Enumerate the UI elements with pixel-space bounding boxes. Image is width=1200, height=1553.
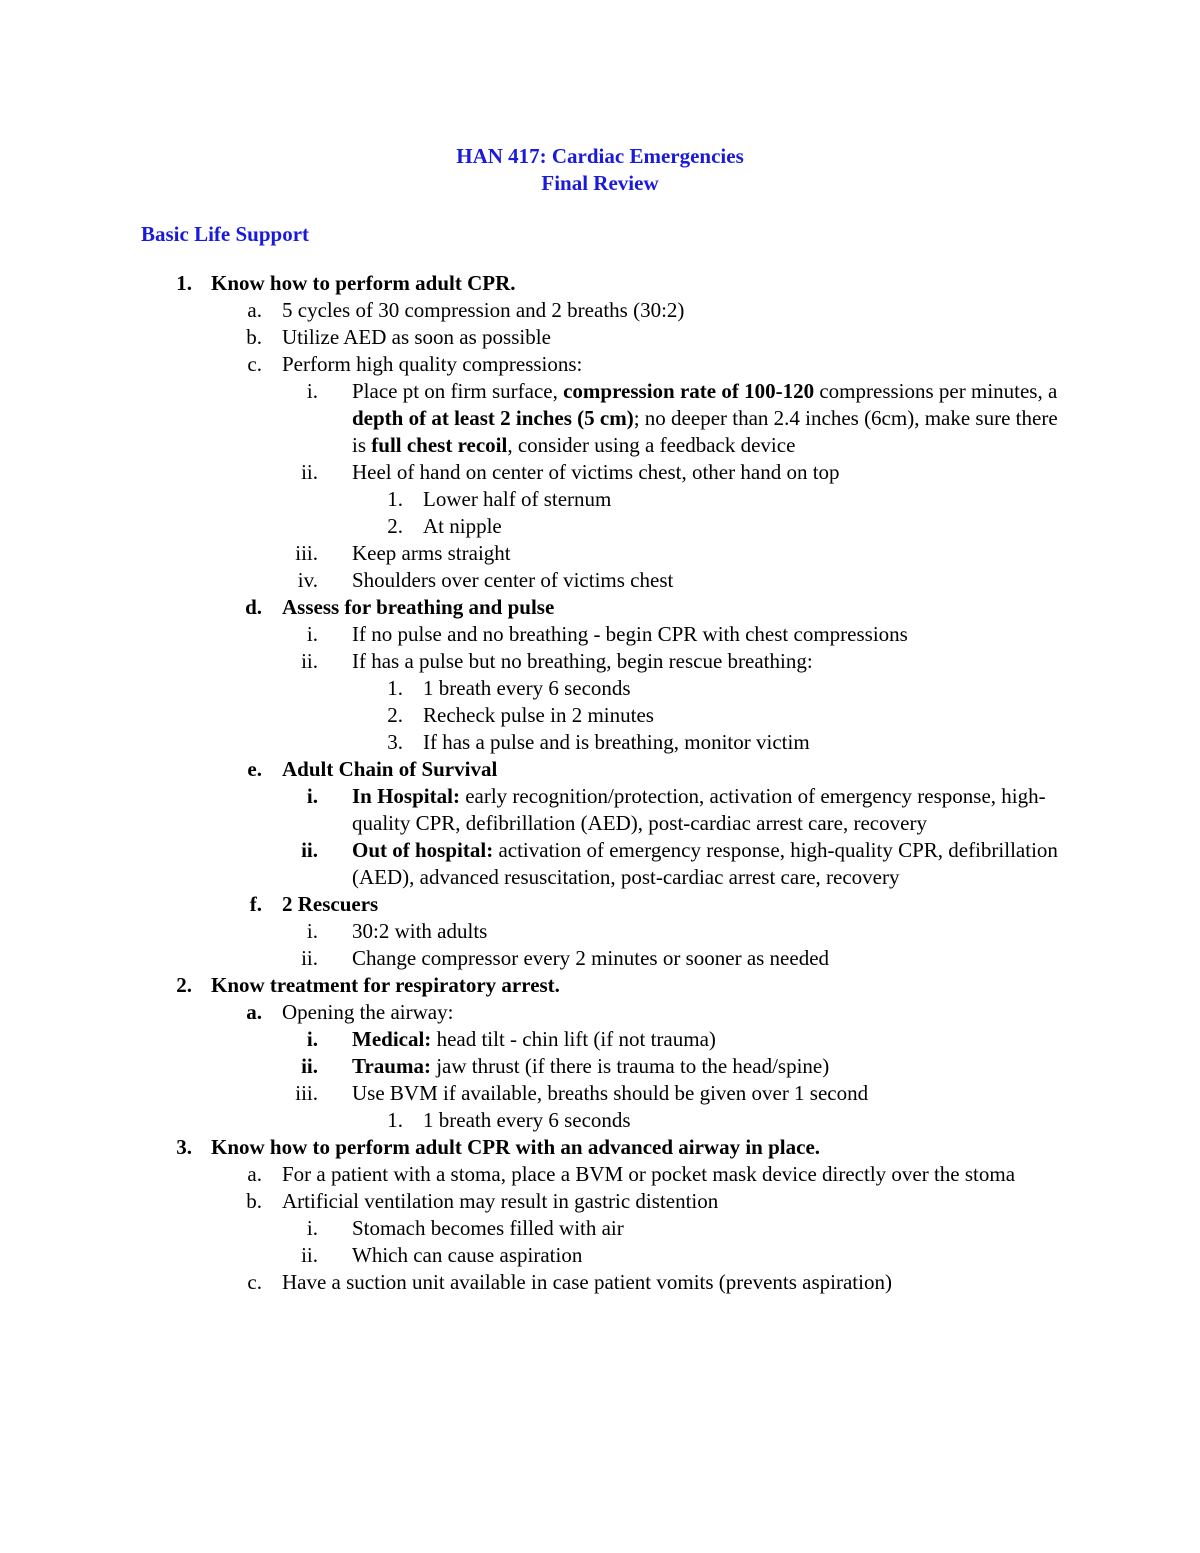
list-marker: 1. (387, 487, 403, 511)
outline-item-level-1 (0, 1134, 1200, 1161)
list-item-text: Assess for breathing and pulse (282, 595, 555, 619)
list-item-text (352, 837, 1072, 891)
list-item-text: Heel of hand on center of victims chest, other hand on top (352, 460, 840, 484)
list-marker: 1. (387, 1108, 403, 1132)
list-item-text (352, 783, 1072, 837)
document-title: HAN 417: Cardiac Emergencies (456, 144, 744, 168)
bold-text-run: depth of at least 2 inches (5 cm) (352, 406, 634, 430)
list-marker: d. (245, 595, 262, 619)
outline-item-level-4 (0, 1107, 1200, 1134)
list-marker: ii. (301, 1243, 318, 1267)
list-marker: 3. (387, 730, 403, 754)
bold-text-run: Trauma: (352, 1054, 431, 1078)
list-item-text: 2 Rescuers (282, 892, 379, 916)
list-marker: ii. (301, 649, 318, 673)
list-marker: ii. (301, 460, 318, 484)
list-marker: iii. (295, 1081, 318, 1105)
outline-item-level-2 (0, 756, 1200, 783)
text-run: , consider using a feedback device (507, 433, 796, 457)
list-item-text: For a patient with a stoma, place a BVM or pocket mask device directly over the stoma (282, 1162, 1016, 1186)
list-item-text (352, 1026, 1072, 1053)
outline-item-level-3 (0, 567, 1200, 594)
list-item-text: If no pulse and no breathing - begin CPR with chest compressions (352, 622, 908, 646)
list-marker: a. (247, 298, 262, 322)
list-item-text: Shoulders over center of victims chest (352, 568, 674, 592)
list-item-text: Know how to perform adult CPR with an advanced airway in place. (211, 1135, 821, 1159)
list-item-text: Stomach becomes filled with air (352, 1216, 624, 1240)
list-marker: ii. (301, 838, 318, 862)
outline-item-level-1 (0, 972, 1200, 999)
outline-item-level-3 (0, 1215, 1200, 1242)
list-item-text: Artificial ventilation may result in gastric distention (282, 1189, 719, 1213)
list-marker: 1. (176, 271, 192, 295)
text-run: Place pt on firm surface, (352, 379, 564, 403)
list-item-text: 30:2 with adults (352, 919, 488, 943)
text-run: jaw thrust (if there is trauma to the head/spine) (430, 1054, 830, 1078)
list-marker: 1. (387, 676, 403, 700)
list-item-text: Know how to perform adult CPR. (211, 271, 516, 295)
outline-item-level-3 (0, 540, 1200, 567)
outline-item-level-4 (0, 729, 1200, 756)
outline-item-level-3 (0, 837, 1200, 891)
list-item-text: Change compressor every 2 minutes or sooner as needed (352, 946, 830, 970)
list-item-text: Lower half of sternum (423, 487, 612, 511)
list-item-text: Have a suction unit available in case patient vomits (prevents aspiration) (282, 1270, 892, 1294)
outline-item-level-2 (0, 594, 1200, 621)
document-subtitle: Final Review (541, 171, 659, 195)
list-marker: iii. (295, 541, 318, 565)
outline-item-level-2 (0, 1269, 1200, 1296)
list-item-text: Utilize AED as soon as possible (282, 325, 551, 349)
list-item-text: Perform high quality compressions: (282, 352, 583, 376)
list-item-text: Keep arms straight (352, 541, 511, 565)
outline-item-level-3 (0, 1242, 1200, 1269)
list-marker: a. (247, 1162, 262, 1186)
list-item-text: 1 breath every 6 seconds (423, 676, 631, 700)
outline-item-level-4 (0, 513, 1200, 540)
list-marker: i. (306, 919, 318, 943)
list-marker: c. (247, 352, 262, 376)
list-marker: e. (247, 757, 262, 781)
list-item-text: Recheck pulse in 2 minutes (423, 703, 654, 727)
outline-item-level-2 (0, 999, 1200, 1026)
bold-text-run: Medical: (352, 1027, 432, 1051)
list-marker: i. (306, 622, 318, 646)
bold-text-run: full chest recoil (371, 433, 508, 457)
list-item-text: Know treatment for respiratory arrest. (211, 973, 560, 997)
outline-item-level-1 (0, 270, 1200, 297)
outline-item-level-4 (0, 675, 1200, 702)
list-marker: i. (306, 379, 318, 403)
outline-item-level-3 (0, 918, 1200, 945)
list-item-text: Opening the airway: (282, 1000, 454, 1024)
list-marker: i. (306, 1216, 318, 1240)
outline-item-level-4 (0, 486, 1200, 513)
outline-item-level-2 (0, 1188, 1200, 1215)
outline-item-level-3 (0, 783, 1200, 837)
list-marker: 3. (176, 1135, 192, 1159)
list-marker: 2. (387, 514, 403, 538)
outline-item-level-2 (0, 297, 1200, 324)
list-marker: c. (247, 1270, 262, 1294)
list-marker: i. (306, 784, 318, 808)
text-run: early recognition/protection, activation of emergency response, high-quality CPR, defibrillation (AED), post-cardiac arrest care, recovery (352, 784, 1046, 835)
list-marker: b. (246, 1189, 262, 1213)
list-marker: f. (249, 892, 262, 916)
outline-item-level-2 (0, 351, 1200, 378)
list-item-text: 1 breath every 6 seconds (423, 1108, 631, 1132)
bold-text-run: compression rate of 100-120 (563, 379, 815, 403)
outline-item-level-3 (0, 1026, 1200, 1053)
outline-item-level-3 (0, 378, 1200, 459)
outline-item-level-3 (0, 459, 1200, 486)
outline-item-level-2 (0, 324, 1200, 351)
list-marker: ii. (301, 1054, 318, 1078)
text-run: activation of emergency response, high-quality CPR, defibrillation (AED), advanced resuscitation, post-cardiac arrest care, recovery (352, 838, 1058, 889)
list-item-text: 5 cycles of 30 compression and 2 breaths (30:2) (282, 298, 685, 322)
list-item-text: Which can cause aspiration (352, 1243, 583, 1267)
list-item-text: Use BVM if available, breaths should be given over 1 second (352, 1081, 869, 1105)
list-item-text: At nipple (423, 514, 502, 538)
outline-item-level-3 (0, 945, 1200, 972)
text-run: compressions per minutes, a (814, 379, 1058, 403)
outline-item-level-3 (0, 1080, 1200, 1107)
bold-text-run: In Hospital: (352, 784, 460, 808)
list-item-text (352, 378, 1072, 459)
list-marker: i. (306, 1027, 318, 1051)
list-item-text: Adult Chain of Survival (282, 757, 498, 781)
text-run: ; no deeper than 2.4 inches (6cm), make sure there is (352, 406, 1058, 457)
list-marker: 2. (176, 973, 192, 997)
text-run: head tilt - chin lift (if not trauma) (431, 1027, 716, 1051)
outline-item-level-3 (0, 621, 1200, 648)
outline-list (0, 270, 1200, 1296)
outline-item-level-3 (0, 1053, 1200, 1080)
list-marker: a. (246, 1000, 262, 1024)
list-marker: iv. (297, 568, 318, 592)
bold-text-run: Out of hospital: (352, 838, 494, 862)
section-heading: Basic Life Support (141, 222, 310, 246)
list-item-text: If has a pulse and is breathing, monitor victim (423, 730, 810, 754)
outline-item-level-3 (0, 648, 1200, 675)
list-marker: 2. (387, 703, 403, 727)
list-item-text: If has a pulse but no breathing, begin rescue breathing: (352, 649, 813, 673)
outline-item-level-2 (0, 1161, 1200, 1188)
list-marker: b. (246, 325, 262, 349)
outline-item-level-2 (0, 891, 1200, 918)
outline-item-level-4 (0, 702, 1200, 729)
list-marker: ii. (301, 946, 318, 970)
list-item-text (352, 1053, 1072, 1080)
